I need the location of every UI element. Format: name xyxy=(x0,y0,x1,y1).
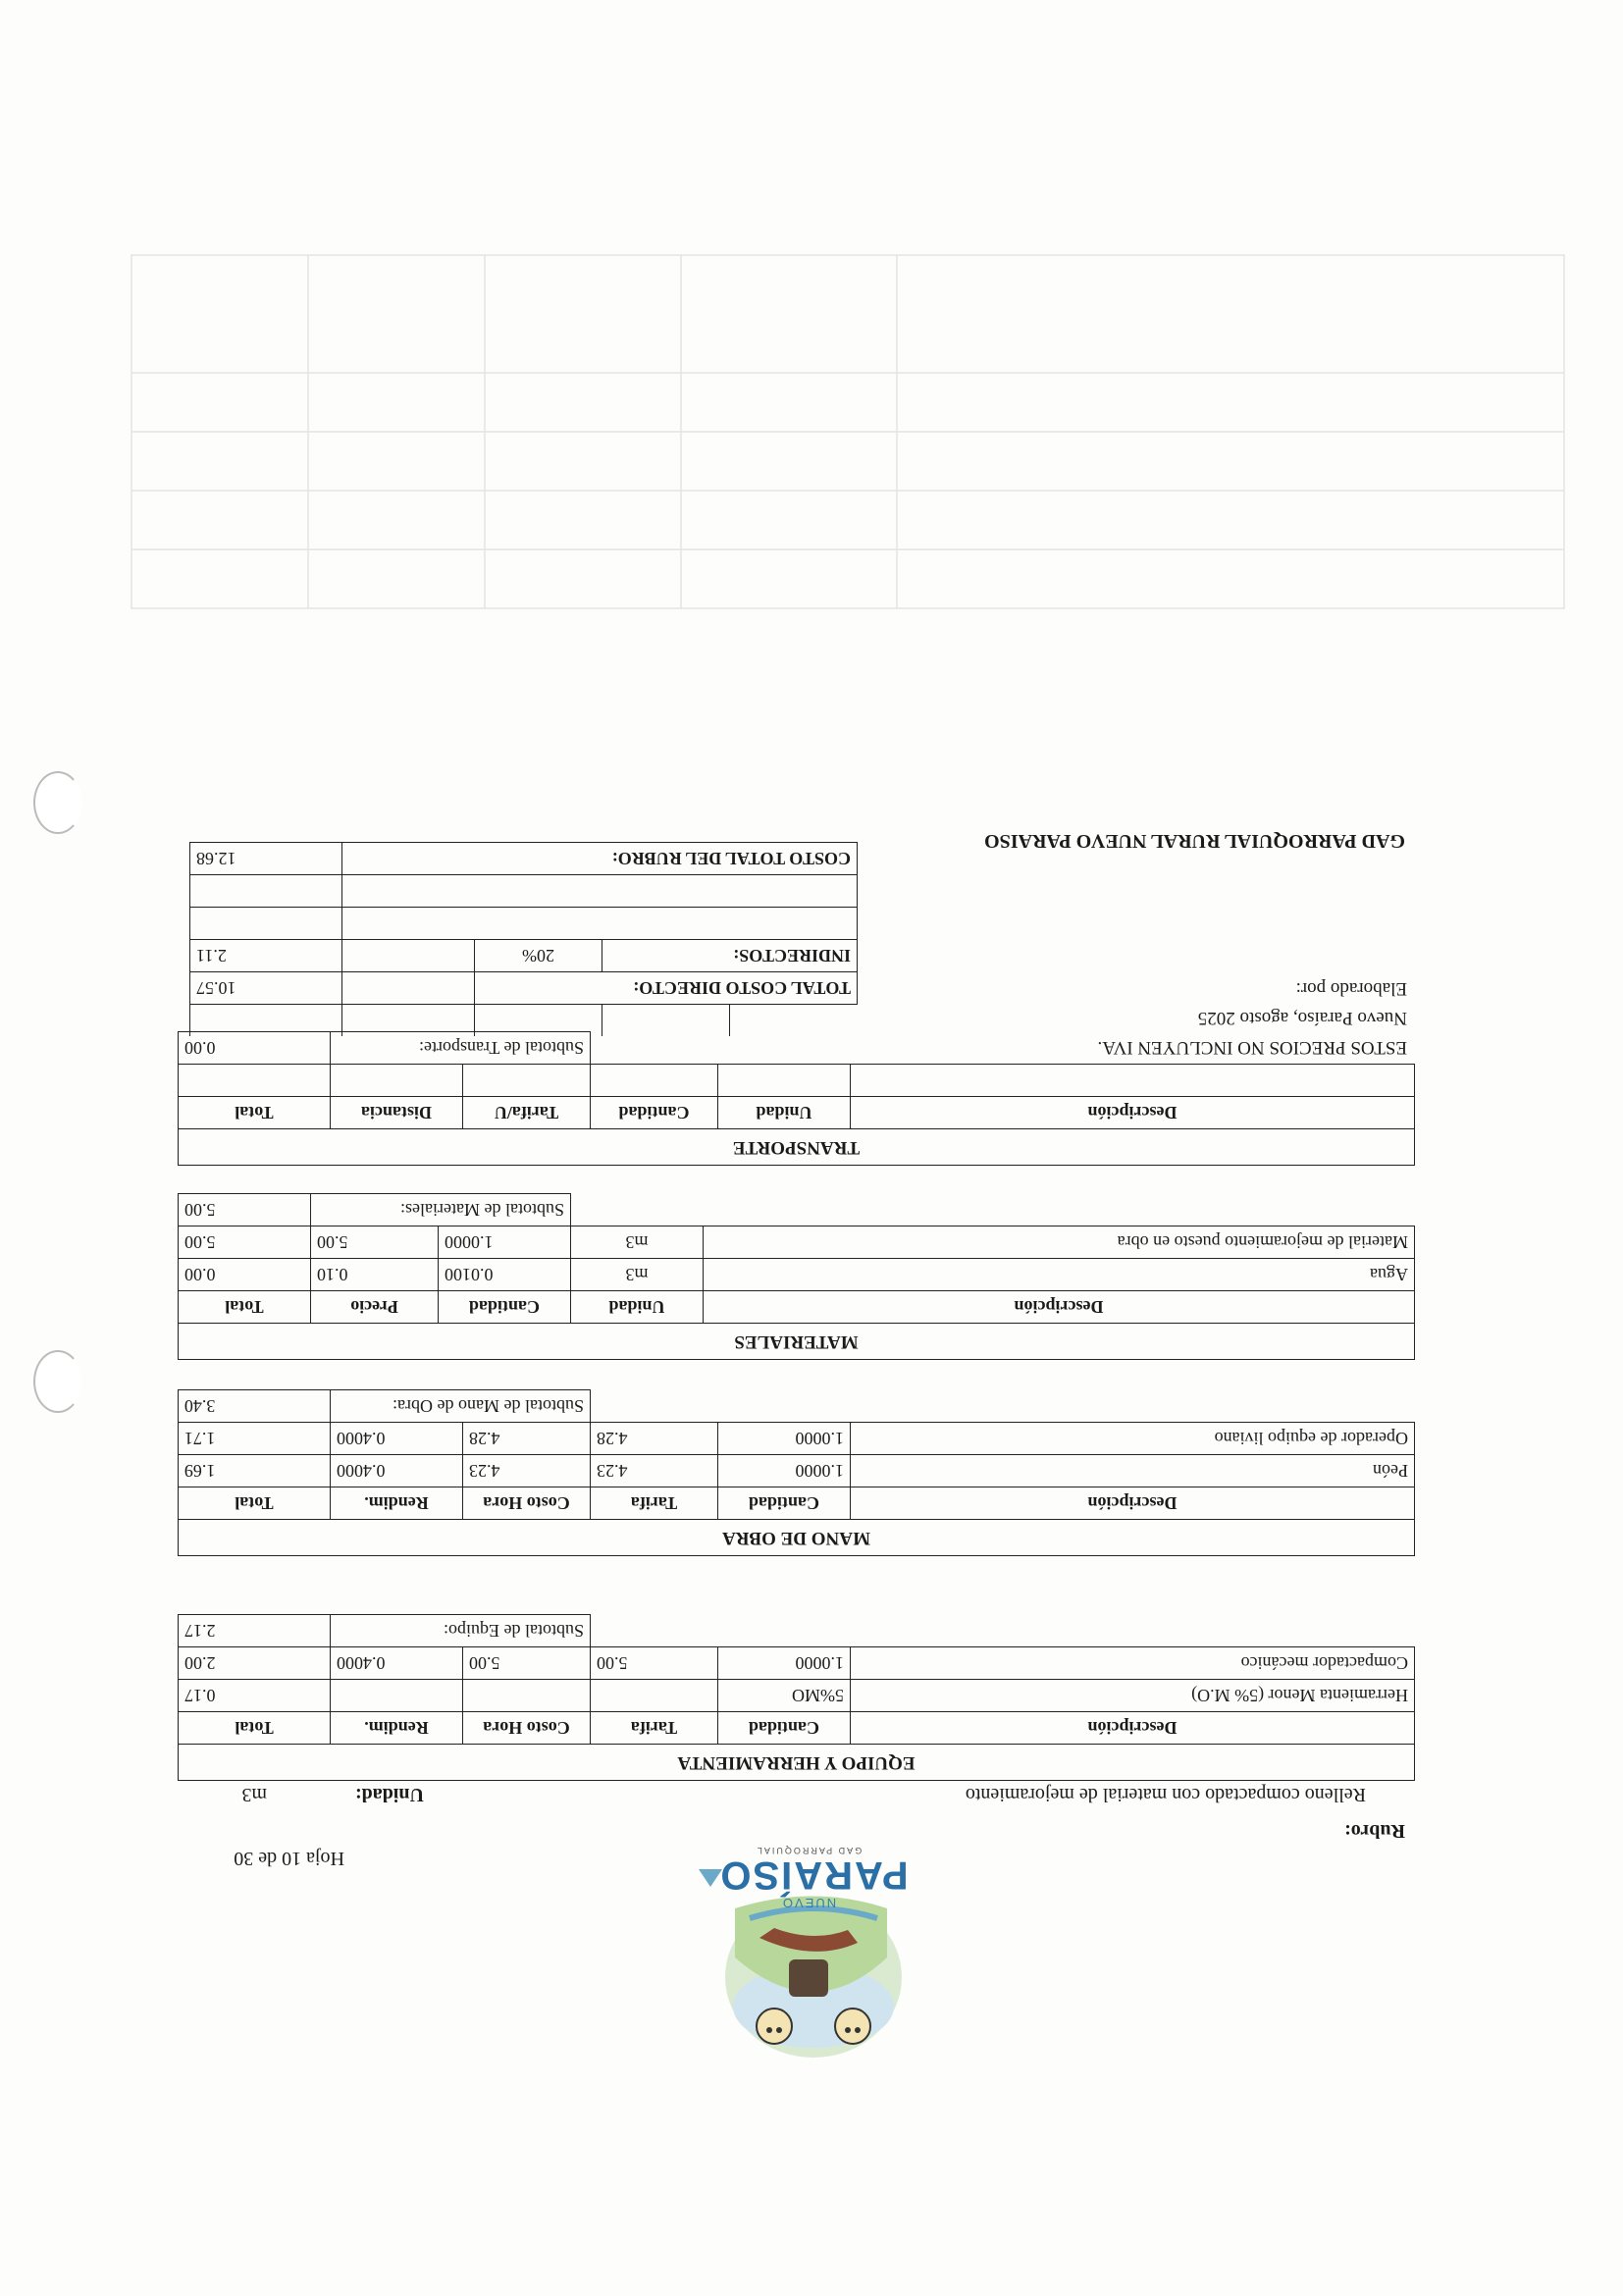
total-directo-label: TOTAL COSTO DIRECTO: xyxy=(475,972,858,1005)
cell: 1.69 xyxy=(178,1455,330,1487)
col-header: Unidad xyxy=(571,1291,704,1324)
costo-total-row xyxy=(190,843,858,875)
table-row xyxy=(178,1423,1414,1455)
col-header: Unidad xyxy=(718,1097,851,1129)
col-header: Cantidad xyxy=(591,1097,718,1129)
mano-obra-table xyxy=(178,1389,1415,1556)
col-header: Descripción xyxy=(704,1291,1415,1324)
col-header: Cantidad xyxy=(718,1712,851,1745)
cell xyxy=(463,1680,591,1712)
col-header: Descripción xyxy=(851,1712,1415,1745)
col-header: Descripción xyxy=(851,1097,1415,1129)
elaborado-label: Elaborado por: xyxy=(1295,978,1407,999)
subtotal-label: Subtotal de Equipo: xyxy=(331,1615,591,1647)
col-header: Total xyxy=(178,1097,330,1129)
cell: 1.0000 xyxy=(718,1423,851,1455)
rubro-label: Rubro: xyxy=(1344,1820,1405,1842)
cell: Herramienta Menor (5% M.O) xyxy=(851,1680,1415,1712)
cell: 4.28 xyxy=(463,1423,591,1455)
indirectos-pct: 20% xyxy=(475,940,602,972)
mano-obra-title: MANO DE OBRA xyxy=(178,1520,1414,1556)
cell xyxy=(331,1680,463,1712)
cell xyxy=(591,1680,718,1712)
col-header: Rendim. xyxy=(331,1487,463,1520)
table-row xyxy=(178,1455,1414,1487)
col-header: Distancia xyxy=(331,1097,463,1129)
col-header: Costo Hora xyxy=(463,1487,591,1520)
col-header: Total xyxy=(178,1487,330,1520)
cell: 5.00 xyxy=(178,1226,310,1259)
lugar-fecha: Nuevo Paraíso, agosto 2025 xyxy=(1197,1008,1407,1028)
punch-hole-icon xyxy=(33,771,82,834)
cell: 5.00 xyxy=(463,1647,591,1680)
cell: 0.4000 xyxy=(331,1423,463,1455)
subtotal-value: 3.40 xyxy=(178,1390,330,1423)
subtotal-label: Subtotal de Transporte: xyxy=(331,1032,591,1065)
cell: 5.00 xyxy=(311,1226,439,1259)
table-row xyxy=(179,1680,1415,1712)
cell: 1.0000 xyxy=(718,1647,851,1680)
materiales-title: MATERIALES xyxy=(178,1324,1414,1360)
table-row xyxy=(178,1065,1414,1097)
cell: 1.71 xyxy=(178,1423,330,1455)
entidad-name: GAD PARROQUIAL RURAL NUEVO PARAISO xyxy=(984,830,1405,852)
total-directo-value: 10.57 xyxy=(190,972,342,1005)
col-header: Precio xyxy=(311,1291,439,1324)
subtotal-label: Subtotal de Materiales: xyxy=(311,1194,571,1226)
cell: 1.0000 xyxy=(718,1455,851,1487)
costo-total-label: COSTO TOTAL DEL RUBRO: xyxy=(342,843,858,875)
col-header: Costo Hora xyxy=(463,1712,591,1745)
unidad-label: Unidad: xyxy=(354,1784,424,1805)
punch-hole-icon xyxy=(33,1350,82,1413)
logo-main-text: PARAÍSO xyxy=(718,1853,909,1897)
cell: Compactador mecánico xyxy=(851,1647,1415,1680)
cell: Peón xyxy=(851,1455,1415,1487)
cell: 0.10 xyxy=(311,1259,439,1291)
materiales-table xyxy=(178,1193,1415,1360)
cell: 0.17 xyxy=(179,1680,331,1712)
cell: Material de mejoramiento puesto en obra xyxy=(704,1226,1415,1259)
table-row xyxy=(178,1226,1414,1259)
cell: 4.23 xyxy=(463,1455,591,1487)
col-header: Tarifa xyxy=(591,1712,718,1745)
indirectos-row xyxy=(190,940,858,972)
logo-sub-text: GAD PARROQUIAL xyxy=(755,1846,863,1855)
sheet-label: Hoja 10 de 30 xyxy=(234,1848,344,1869)
total-directo-row xyxy=(190,972,858,1005)
cell: 0.00 xyxy=(178,1259,310,1291)
cell: Agua xyxy=(704,1259,1415,1291)
subtotal-value: 5.00 xyxy=(178,1194,310,1226)
equipo-title: EQUIPO Y HERRAMIENTA xyxy=(179,1745,1415,1781)
equipo-table xyxy=(178,1614,1415,1781)
unidad-value: m3 xyxy=(241,1784,267,1805)
cell: 2.00 xyxy=(179,1647,331,1680)
indirectos-label: INDIRECTOS: xyxy=(602,940,858,972)
col-header: Tarifa xyxy=(591,1487,718,1520)
cell: 4.28 xyxy=(591,1423,718,1455)
cell: m3 xyxy=(571,1226,704,1259)
col-header: Cantidad xyxy=(439,1291,571,1324)
cell: 5.00 xyxy=(591,1647,718,1680)
cell: 0.0100 xyxy=(439,1259,571,1291)
cell: 5%MO xyxy=(718,1680,851,1712)
logo-top-text: NUEVO xyxy=(780,1896,837,1910)
col-header: Descripción xyxy=(851,1487,1415,1520)
transporte-title: TRANSPORTE xyxy=(178,1129,1414,1166)
cell: 1.0000 xyxy=(439,1226,571,1259)
col-header: Total xyxy=(179,1712,331,1745)
nota-iva: ESTOS PRECIOS NO INCLUYEN IVA. xyxy=(1097,1037,1407,1058)
col-header: Cantidad xyxy=(718,1487,851,1520)
resumen-table xyxy=(189,842,858,1036)
cell: Operador de equipo liviano xyxy=(851,1423,1415,1455)
col-header: Rendim. xyxy=(331,1712,463,1745)
table-row xyxy=(178,1259,1414,1291)
subtotal-label: Subtotal de Mano de Obra: xyxy=(331,1390,591,1423)
bleed-through-shadow xyxy=(112,226,1584,618)
table-row xyxy=(179,1647,1415,1680)
col-header: Tarifa/U xyxy=(463,1097,591,1129)
cell: 0.4000 xyxy=(331,1647,463,1680)
costo-total-value: 12.68 xyxy=(190,843,342,875)
cell: m3 xyxy=(571,1259,704,1291)
subtotal-value: 2.17 xyxy=(179,1615,331,1647)
rubro-value: Relleno compactado con material de mejoramiento xyxy=(965,1784,1366,1805)
cell: 0.4000 xyxy=(331,1455,463,1487)
indirectos-value: 2.11 xyxy=(190,940,342,972)
col-header: Total xyxy=(178,1291,310,1324)
gad-logo xyxy=(681,1840,946,2065)
subtotal-value: 0.00 xyxy=(178,1032,330,1065)
cell: 4.23 xyxy=(591,1455,718,1487)
